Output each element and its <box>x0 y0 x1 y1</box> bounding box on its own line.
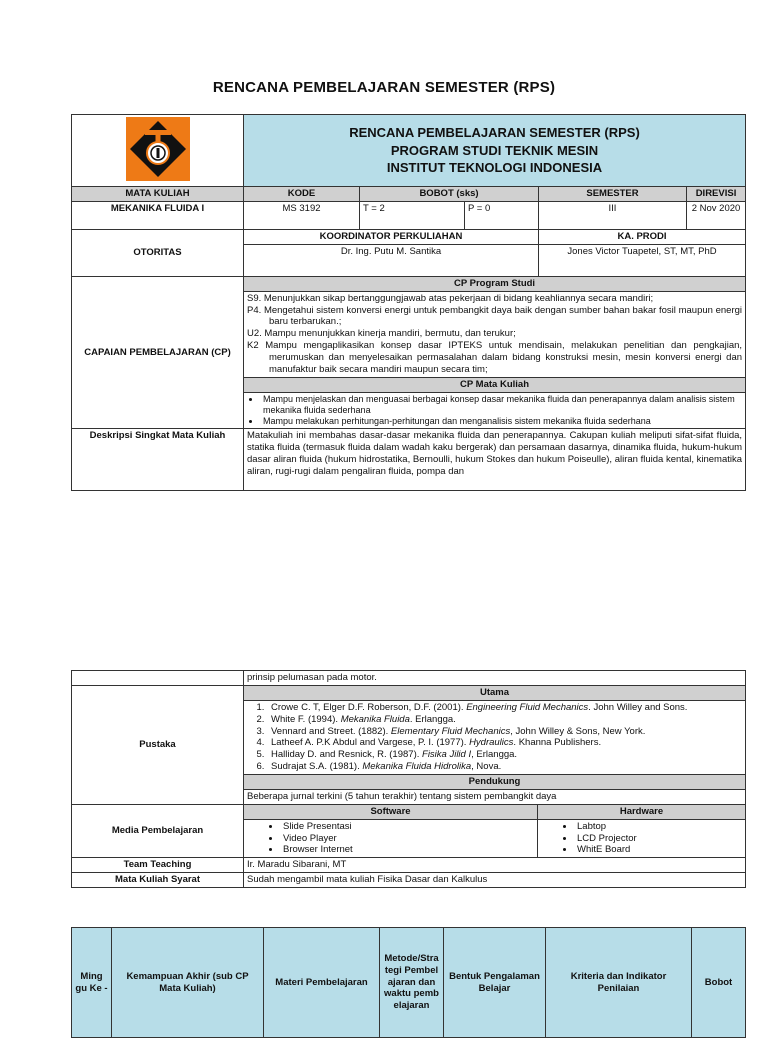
course-name: MEKANIKA FLUIDA I <box>72 201 244 229</box>
otoritas-label: OTORITAS <box>72 229 244 276</box>
hardware-item: • Labtop <box>575 821 742 833</box>
cp-prodi-item: P4. Mengetahui sistem konversi energi untuk pembangkit daya baik dengan sumber bahan bakar fosil maupun energi baru terbarukan.; <box>247 304 743 328</box>
schedule-table <box>71 927 746 1038</box>
team-value: Ir. Maradu Sibarani, MT <box>244 858 746 873</box>
schedule-header-minggu: Ming gu Ke - <box>72 928 112 1038</box>
reference-item: 3. Vennard and Street. (1882). Elementary Fluid Mechanics, John Willey & Sons, New York. <box>267 726 742 738</box>
reference-item: 4. Latheef A. P.K Abdul and Vargese, P. I. (1977). Hydraulics. Khanna Publishers. <box>267 737 742 749</box>
syarat-label: Mata Kuliah Syarat <box>72 873 244 888</box>
col-direvisi: DIREVISI <box>687 187 746 202</box>
col-bobot: BOBOT (sks) <box>360 187 539 202</box>
pustaka-pendukung-label: Pendukung <box>244 775 746 790</box>
schedule-header-metode: Metode/Strategi Pembelajaran dan waktu pembelajaran <box>380 928 444 1038</box>
reference-item: 5. Halliday D. and Resnick, R. (1987). Fisika Jilid I, Erlangga. <box>267 749 742 761</box>
course-code: MS 3192 <box>244 201 360 229</box>
cp-prodi-item: S9. Menunjukkan sikap bertanggungjawab atas pekerjaan di bidang keahliannya secara mandiri; <box>247 292 654 304</box>
media-label: Media Pembelajaran <box>72 804 244 858</box>
cp-prodi-label: CP Program Studi <box>244 276 746 291</box>
rps-main-table <box>71 114 746 491</box>
cp-mk-item: • Mampu melakukan perhitungan-perhitungan dan menganalisis sistem mekanika fluida sederhana <box>261 416 742 427</box>
software-item: • Slide Presentasi <box>281 821 534 833</box>
header-line2: PROGRAM STUDI TEKNIK MESIN <box>390 142 599 158</box>
course-semester: III <box>539 201 687 229</box>
institute-logo <box>126 117 190 181</box>
reference-item: 1. Crowe C. T, Elger D.F. Roberson, D.F. (2001). Engineering Fluid Mechanics. John Willey and Sons. <box>267 702 742 714</box>
header-line3: INSTITUT TEKNOLOGI INDONESIA <box>386 160 603 176</box>
software-item: • Browser Internet <box>281 844 534 856</box>
course-t: T = 2 <box>360 201 465 229</box>
cp-mk-label: CP Mata Kuliah <box>244 377 746 392</box>
cp-prodi-list <box>244 291 746 377</box>
deskripsi-continuation: prinsip pelumasan pada motor. <box>244 671 746 686</box>
cp-prodi-item: K2 Mampu mengaplikasikan konsep dasar IPTEKS untuk mendisain, melakukan penelitian dan pengkajian, merumuskan dan menyelesaikan permasalahan dalam bidang konstruksi mesin, mesin konversi energi dan manufaktur baik secara mandiri maupun secara tim; <box>247 340 743 375</box>
software-item: • Video Player <box>281 833 534 845</box>
media-software-list <box>244 819 538 858</box>
rps-header <box>244 115 746 187</box>
reference-item: 2. White F. (1994). Mekanika Fluida. Erlangga. <box>267 714 742 726</box>
col-kode: KODE <box>244 187 360 202</box>
team-label: Team Teaching <box>72 858 244 873</box>
schedule-header-bentuk: Bentuk Pengalaman Belajar <box>444 928 546 1038</box>
kaprodi-label: KA. PRODI <box>539 229 746 244</box>
reference-item: 6. Sudrajat S.A. (1981). Mekanika Fluida Hidrolika, Nova. <box>267 761 742 773</box>
pustaka-label: Pustaka <box>72 685 244 804</box>
koordinator-name: Dr. Ing. Putu M. Santika <box>244 244 539 276</box>
continuation-label-cell <box>72 671 244 686</box>
deskripsi-text: Matakuliah ini membahas dasar-dasar mekanika fluida dan penerapannya. Cakupan kuliah meliputi sifat-sifat fluida, statika fluida (termasuk fluida dalam wadah kaku bergerak) dan persamaan dasarnya, dinamika fluida, hukum-hukum dasar aliran fluida (hukum hidrostatika, Bernoulli, hukum Stokes dan hukum Poiseulle), aliran fluida kental, kinematika aliran, rugi-rugi dalam pengaliran fluida, pompa dan <box>244 429 746 491</box>
col-semester: SEMESTER <box>539 187 687 202</box>
rps-continuation-table <box>71 670 746 888</box>
course-revised: 2 Nov 2020 <box>687 201 746 229</box>
hardware-item: • LCD Projector <box>575 833 742 845</box>
header-line1: RENCANA PEMBELAJARAN SEMESTER (RPS) <box>349 125 640 141</box>
schedule-header-kemampuan: Kemampuan Akhir (sub CP Mata Kuliah) <box>112 928 264 1038</box>
media-software-label: Software <box>244 804 538 819</box>
pustaka-utama-label: Utama <box>244 685 746 700</box>
media-hardware-label: Hardware <box>538 804 746 819</box>
cp-label: CAPAIAN PEMBELAJARAN (CP) <box>72 276 244 429</box>
deskripsi-label: Deskripsi Singkat Mata Kuliah <box>72 429 244 491</box>
pustaka-utama-list <box>244 700 746 774</box>
logo-cell <box>72 115 244 187</box>
course-p: P = 0 <box>465 201 539 229</box>
koordinator-label: KOORDINATOR PERKULIAHAN <box>244 229 539 244</box>
syarat-value: Sudah mengambil mata kuliah Fisika Dasar dan Kalkulus <box>244 873 746 888</box>
schedule-header-materi: Materi Pembelajaran <box>264 928 380 1038</box>
schedule-header-bobot: Bobot <box>692 928 746 1038</box>
cp-mk-item: • Mampu menjelaskan dan menguasai berbagai konsep dasar mekanika fluida dan penerapannya dalam analisis sistem mekanika fluida sederhana <box>261 394 742 417</box>
col-mata-kuliah: MATA KULIAH <box>72 187 244 202</box>
hardware-item: • WhitE Board <box>575 844 742 856</box>
pustaka-pendukung: Beberapa jurnal terkini (5 tahun terakhir) tentang sistem pembangkit daya <box>244 789 746 804</box>
kaprodi-name: Jones Victor Tuapetel, ST, MT, PhD <box>539 244 746 276</box>
cp-mk-list <box>244 392 746 429</box>
schedule-header-kriteria: Kriteria dan Indikator Penilaian <box>546 928 692 1038</box>
media-hardware-list <box>538 819 746 858</box>
cp-prodi-item: U2. Mampu menunjukkan kinerja mandiri, bermutu, dan terukur; <box>247 328 516 340</box>
page-title: RENCANA PEMBELAJARAN SEMESTER (RPS) <box>212 79 556 96</box>
